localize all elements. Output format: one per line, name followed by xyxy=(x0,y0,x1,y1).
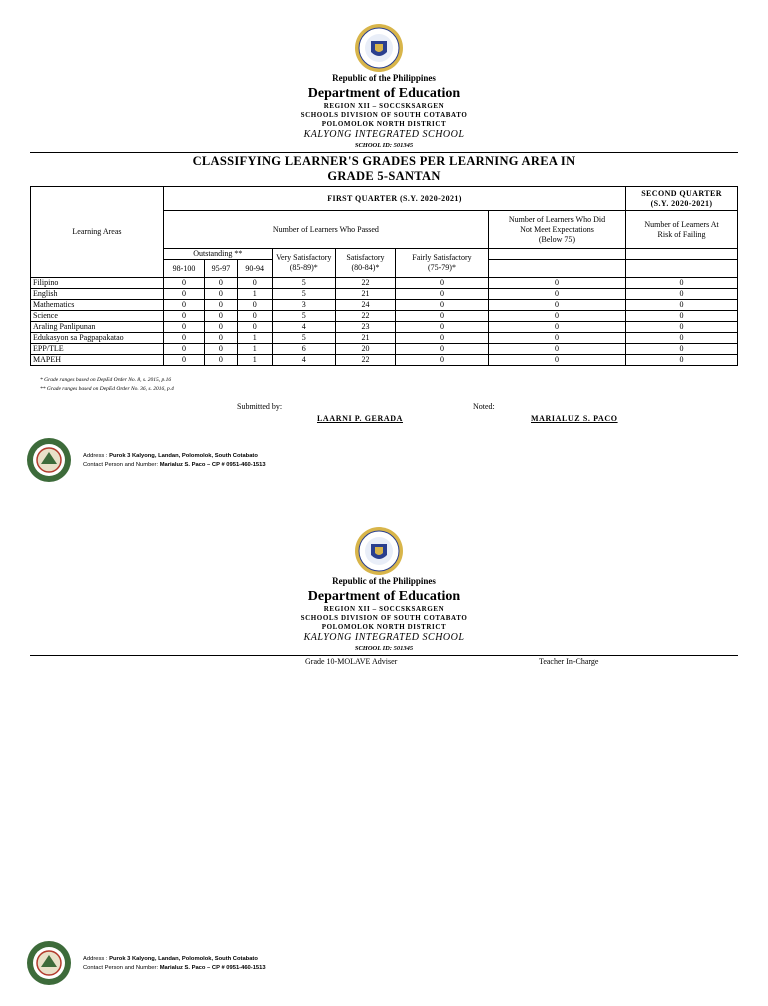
count-cell: 1 xyxy=(237,344,272,355)
count-cell: 0 xyxy=(396,278,489,289)
count-cell: 0 xyxy=(396,322,489,333)
count-cell: 5 xyxy=(272,311,335,322)
district-line: POLOMOLOK NORTH DISTRICT xyxy=(321,120,447,128)
count-cell: 5 xyxy=(272,278,335,289)
footer-address-p2 xyxy=(83,955,258,964)
blank-cell xyxy=(488,260,625,278)
count-cell: 0 xyxy=(626,333,738,344)
adviser-title: Grade 10-MOLAVE Adviser xyxy=(305,657,398,666)
count-cell: 0 xyxy=(626,355,738,366)
range-95-97: 95-97 xyxy=(205,260,238,278)
learning-area-name: Mathematics xyxy=(31,300,164,311)
count-cell: 24 xyxy=(335,300,395,311)
blank-cell xyxy=(626,260,738,278)
fairly-satisfactory-label: Fairly Satisfactory xyxy=(412,253,472,262)
count-cell: 0 xyxy=(205,300,238,311)
count-cell: 0 xyxy=(488,322,625,333)
division-line: SCHOOLS DIVISION OF SOUTH COTABATO xyxy=(300,111,468,119)
count-cell: 0 xyxy=(626,344,738,355)
footer-contact-p2 xyxy=(83,964,266,973)
school-logo-icon xyxy=(26,940,72,986)
passed-header: Number of Learners Who Passed xyxy=(163,211,488,249)
blank-cell xyxy=(626,249,738,260)
address-label: Address : xyxy=(83,956,110,962)
count-cell: 0 xyxy=(163,355,204,366)
count-cell: 1 xyxy=(237,355,272,366)
count-cell: 21 xyxy=(335,333,395,344)
count-cell: 0 xyxy=(205,333,238,344)
very-satisfactory-range: (85-89)* xyxy=(289,263,318,272)
count-cell: 0 xyxy=(237,311,272,322)
deped-seal-icon xyxy=(354,526,404,576)
count-cell: 0 xyxy=(626,300,738,311)
learning-areas-header: Learning Areas xyxy=(31,187,164,278)
count-cell: 0 xyxy=(626,311,738,322)
table-row xyxy=(31,355,738,366)
count-cell: 0 xyxy=(488,300,625,311)
count-cell: 0 xyxy=(488,278,625,289)
count-cell: 0 xyxy=(205,289,238,300)
count-cell: 5 xyxy=(272,333,335,344)
risk-line1: Number of Learners At xyxy=(644,219,719,229)
count-cell: 0 xyxy=(396,333,489,344)
school-id: SCHOOL ID: 501345 xyxy=(354,142,414,149)
count-cell: 0 xyxy=(163,333,204,344)
count-cell: 0 xyxy=(205,355,238,366)
fairly-satisfactory-header xyxy=(396,249,489,278)
risk-header xyxy=(626,211,738,249)
count-cell: 0 xyxy=(396,344,489,355)
count-cell: 0 xyxy=(205,278,238,289)
count-cell: 4 xyxy=(272,355,335,366)
satisfactory-label: Satisfactory xyxy=(346,253,385,262)
learning-area-name: EPP/TLE xyxy=(31,344,164,355)
count-cell: 0 xyxy=(488,311,625,322)
not-meet-line1: Number of Learners Who Did xyxy=(508,214,606,224)
range-98-100: 98-100 xyxy=(163,260,204,278)
count-cell: 1 xyxy=(237,333,272,344)
report-title-line1: CLASSIFYING LEARNER'S GRADES PER LEARNING AREA IN xyxy=(192,154,576,168)
noted-name: MARIALUZ S. PACO xyxy=(531,414,618,423)
count-cell: 0 xyxy=(237,300,272,311)
count-cell: 0 xyxy=(205,311,238,322)
count-cell: 0 xyxy=(488,344,625,355)
table-row xyxy=(31,322,738,333)
not-meet-header xyxy=(488,211,625,249)
deped-seal-icon xyxy=(354,23,404,73)
count-cell: 0 xyxy=(163,311,204,322)
learning-area-name: MAPEH xyxy=(31,355,164,366)
count-cell: 0 xyxy=(396,311,489,322)
table-row xyxy=(31,278,738,289)
address-value: Purok 3 Kalyong, Landan, Polomolok, South Cotabato xyxy=(109,956,258,962)
count-cell: 0 xyxy=(396,289,489,300)
learning-area-name: Filipino xyxy=(31,278,164,289)
count-cell: 0 xyxy=(163,278,204,289)
school-name-p2: KALYONG INTEGRATED SCHOOL xyxy=(303,632,465,643)
department-title: Department of Education xyxy=(307,86,461,101)
count-cell: 0 xyxy=(626,289,738,300)
count-cell: 5 xyxy=(272,289,335,300)
count-cell: 22 xyxy=(335,355,395,366)
learning-area-name: Edukasyon sa Pagpapakatao xyxy=(31,333,164,344)
first-quarter-header: FIRST QUARTER (S.Y. 2020-2021) xyxy=(163,187,625,211)
republic-line: Republic of the Philippines xyxy=(332,73,436,83)
count-cell: 0 xyxy=(488,289,625,300)
count-cell: 0 xyxy=(396,300,489,311)
header-rule xyxy=(30,152,738,153)
table-row xyxy=(31,300,738,311)
district-line-p2: POLOMOLOK NORTH DISTRICT xyxy=(321,623,447,631)
footnote-1: * Grade ranges based on DepEd Order No. 8, s. 2015, p.16 xyxy=(40,377,172,383)
second-quarter-label: SECOND QUARTER xyxy=(641,188,722,198)
count-cell: 3 xyxy=(272,300,335,311)
count-cell: 0 xyxy=(163,322,204,333)
count-cell: 0 xyxy=(163,344,204,355)
very-satisfactory-label: Very Satisfactory xyxy=(276,253,332,262)
address-value: Purok 3 Kalyong, Landan, Polomolok, South Cotabato xyxy=(109,453,258,459)
table-row xyxy=(31,311,738,322)
noted-label: Noted: xyxy=(473,402,495,411)
teacher-in-charge-title: Teacher In-Charge xyxy=(539,657,599,666)
count-cell: 6 xyxy=(272,344,335,355)
address-label: Address : xyxy=(83,453,110,459)
very-satisfactory-header xyxy=(272,249,335,278)
division-line-p2: SCHOOLS DIVISION OF SOUTH COTABATO xyxy=(300,614,468,622)
risk-line2: Risk of Failing xyxy=(657,229,706,239)
fairly-satisfactory-range: (75-79)* xyxy=(427,263,456,272)
school-id-p2: SCHOOL ID: 501345 xyxy=(354,645,414,652)
school-logo-icon xyxy=(26,437,72,483)
header-rule-p2 xyxy=(30,655,738,656)
footnote-2: ** Grade ranges based on DepEd Order No. 36, s. 2016, p.4 xyxy=(40,386,174,392)
count-cell: 22 xyxy=(335,311,395,322)
count-cell: 0 xyxy=(205,344,238,355)
second-quarter-year: (S.Y. 2020-2021) xyxy=(650,198,713,208)
range-90-94: 90-94 xyxy=(237,260,272,278)
count-cell: 23 xyxy=(335,322,395,333)
count-cell: 0 xyxy=(237,322,272,333)
grades-table xyxy=(30,186,738,366)
count-cell: 0 xyxy=(163,300,204,311)
count-cell: 0 xyxy=(237,278,272,289)
second-quarter-header xyxy=(626,187,738,211)
not-meet-line3: (Below 75) xyxy=(538,234,576,244)
contact-label: Contact Person and Number: xyxy=(83,462,160,468)
count-cell: 20 xyxy=(335,344,395,355)
not-meet-line2: Not Meet Expectations xyxy=(520,224,594,234)
contact-value: Marialuz S. Paco – CP # 0951-460-1513 xyxy=(159,965,266,971)
outstanding-header: Outstanding ** xyxy=(163,249,272,260)
region-line-p2: REGION XII – SOCCSKSARGEN xyxy=(323,605,445,613)
footer-contact xyxy=(83,461,266,470)
count-cell: 0 xyxy=(396,355,489,366)
republic-line-p2: Republic of the Philippines xyxy=(332,576,436,586)
table-row xyxy=(31,344,738,355)
learning-area-name: Araling Panlipunan xyxy=(31,322,164,333)
count-cell: 0 xyxy=(163,289,204,300)
count-cell: 1 xyxy=(237,289,272,300)
region-line: REGION XII – SOCCSKSARGEN xyxy=(323,102,445,110)
count-cell: 0 xyxy=(488,355,625,366)
school-name: KALYONG INTEGRATED SCHOOL xyxy=(303,129,465,140)
table-row xyxy=(31,333,738,344)
count-cell: 4 xyxy=(272,322,335,333)
count-cell: 0 xyxy=(626,278,738,289)
count-cell: 0 xyxy=(626,322,738,333)
contact-label: Contact Person and Number: xyxy=(83,965,160,971)
count-cell: 0 xyxy=(488,333,625,344)
count-cell: 21 xyxy=(335,289,395,300)
count-cell: 22 xyxy=(335,278,395,289)
submitted-name: LAARNI P. GERADA xyxy=(317,414,403,423)
blank-cell xyxy=(488,249,625,260)
learning-area-name: English xyxy=(31,289,164,300)
report-title-line2: GRADE 5-SANTAN xyxy=(327,169,441,183)
learning-area-name: Science xyxy=(31,311,164,322)
satisfactory-header xyxy=(335,249,395,278)
satisfactory-range: (80-84)* xyxy=(351,263,380,272)
department-title-p2: Department of Education xyxy=(307,589,461,604)
submitted-label: Submitted by: xyxy=(237,402,283,411)
count-cell: 0 xyxy=(205,322,238,333)
contact-value: Marialuz S. Paco – CP # 0951-460-1513 xyxy=(159,462,266,468)
table-row xyxy=(31,289,738,300)
footer-address xyxy=(83,452,258,461)
